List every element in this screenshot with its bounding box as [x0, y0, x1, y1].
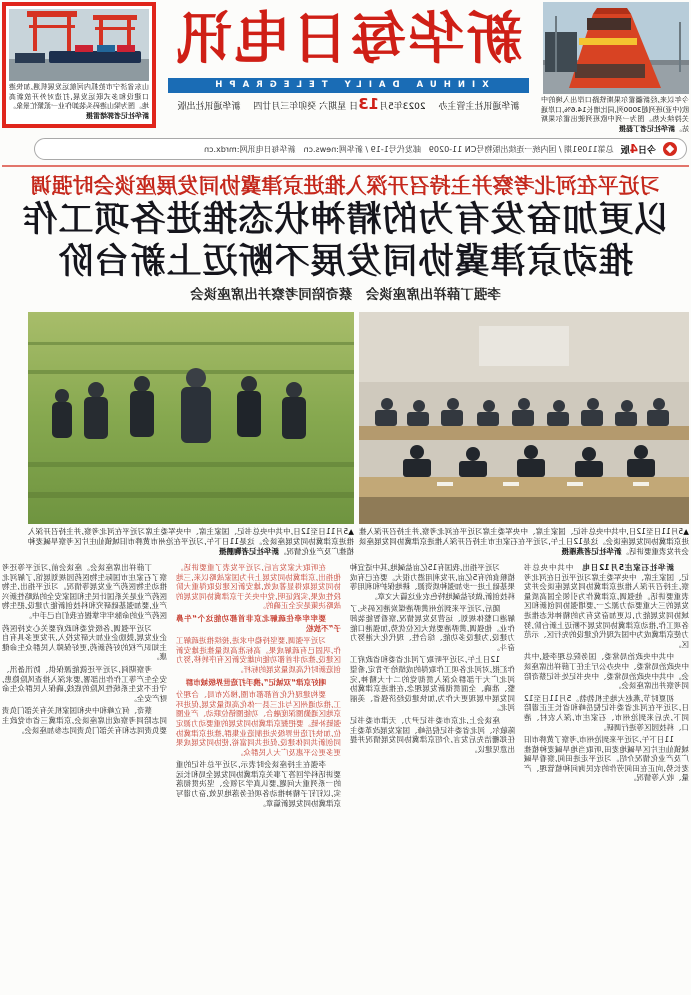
lunar-date: 癸卯年三月廿四 — [253, 102, 317, 112]
masthead-dateline: 新华通讯社主管主办 2023年5月13日 星期六 癸卯年三月廿四 新华通讯社出版 — [177, 95, 520, 113]
paragraph: 李强在主持座谈会时表示,习近平总书记的重要讲话科学回答了事关京津冀协同发展全局和长远的一系列重大问题,要认真学习领会、坚决贯彻落实,以钉钉子精神推动各项任务落地见效,奋力谱写京津冀协同发展新篇章。 — [176, 760, 341, 808]
train-photo — [543, 2, 689, 94]
wheat-field-photo — [28, 312, 354, 524]
dateline: 新华社石家庄5月12日电 — [573, 563, 674, 572]
lead-headline-block — [2, 167, 689, 307]
newspaper-title: 新华每日电讯 — [174, 6, 523, 72]
headline-deck: 李强丁薛祥出席座谈会 蔡奇陪同考察并出席座谈会 — [190, 287, 501, 303]
highlight-subhead: 要牢牢牵住疏解北京非首都功能这个“牛鼻子”不放松 — [176, 613, 341, 633]
train-photo-caption: 今年以来,经新疆霍尔果斯铁路口岸出入境的中欧(中亚)班列超3000列,同比增长14.6%,口岸通关持续火热。图为一列中欧班列驶出霍尔果斯站。新华社记者丁磊摄 — [541, 96, 689, 133]
paragraph: 蔡奇、何立峰和中央和国家机关有关部门负责同志陪同考察或出席座谈会,京津冀三省市党政主要负责同志和有关部门负责同志参加座谈会。 — [2, 706, 167, 735]
field-photo-caption: ▲5月11日至12日,中共中央总书记、国家主席、中央军委主席习近平在河北考察,并主持召开深入推进京津冀协同发展座谈会。这是11日下午,习近平在沧州市黄骅市旧城镇仙庄片区考察旱碱麦种植推广及产业化情况。新华社记者鞠鹏摄 — [28, 527, 354, 556]
paragraph: 习近平强调,各级党委和政府要关心支持医药企业发展,鼓励企业加大研发投入,开发更多具有自主知识产权的好药新药,更好保障人民群众生命健康。 — [2, 623, 167, 662]
headline-kicker: 习近平在河北考察并主持召开深入推进京津冀协同发展座谈会时强调 — [30, 174, 661, 198]
paragraph: 丁薛祥出席座谈会。座谈会前,习近平等还考察了石家庄市国际生物医药园规划展馆,了解河北推动生物医药产业发展等情况。习近平指出,生物医药产业是关系国计民生和国家安全的战略性新兴产业,要加强基础研究和科技创新能力建设,把生物医药产业的命脉牢牢掌握在我们自己手中。 — [2, 563, 167, 620]
day-number: 13 — [358, 95, 380, 113]
paragraph: 11日下午,习近平来到沧州市,考察了黄骅市旧城镇仙庄片区旱碱地麦田,听取当地旱碱麦种植推广及产业化情况介绍。习近平走进田间,察看旱碱麦长势,向正在田间劳作的农民询问种植管理、产量、收入等情况。 — [524, 735, 689, 783]
highlight-paragraph: 习近平强调,要坚持稳中求进,接续推进疏解工作,巩固已有疏解成果。高标准高质量推进雄安新区建设,推动非首都功能向雄安新区有序转移,努力创造新时代高质量发展的标杆。 — [176, 636, 341, 674]
paragraph: 初夏时节,燕赵大地生机勃勃。5月11日至12日,习近平在河北省委书记倪岳峰和省长王正谱陪同下,先后来到沧州市、石家庄市,深入农村、港口、科技园区等进行调研。 — [524, 693, 689, 732]
article-body — [2, 563, 689, 995]
publisher: 新华通讯社出版 — [177, 102, 241, 112]
highlight-subhead: 唱好京津“双城记”,携手打造世界级城市群 — [185, 677, 326, 687]
headline-line-1: 以更加奋发有为的精神状态推进各项工作 — [21, 199, 670, 240]
english-title-band: XINHUA DAILY TELEGRAPH — [168, 78, 529, 93]
masthead — [162, 2, 535, 116]
symposium-meeting-photo — [359, 312, 689, 524]
paragraph: 座谈会上,北京市委书记尹力、天津市委书记陈敏尔、河北省委书记倪岳峰、国家发展改革委主任郑栅洁先后发言,介绍京津冀协同发展情况并提出意见建议。 — [350, 715, 515, 754]
ear-port-photo-block — [2, 2, 156, 128]
article-column-2 — [350, 563, 515, 995]
highlight-paragraph: 在听取大家发言后,习近平发表了重要讲话。他指出,京津冀协同发展上升为国家战略以来,三地协同发展取得显著成效,雄安新区建设取得重大阶段性成果,实践证明,党中央关于京津冀协同发展的战略决策是完全正确的。 — [176, 563, 341, 611]
port-photo-caption: 山东省济宁市抢抓内河航运发展机遇,加快港口建设和多式联运发展,打造对外开放新高地。图为梁山港码头装卸作业一派繁忙景象。新华社记者郭绪雷摄 — [9, 83, 149, 120]
date: 2023年5月 — [379, 102, 426, 112]
meeting-photo-figure — [359, 312, 689, 557]
port-photo — [9, 9, 149, 81]
paragraph: 考察期间,习近平还就能源保供、防汛备汛、安全生产等工作作出部署,要求深入排查风险隐患,守住不发生系统性风险的底线,确保人民群众生命财产安全。 — [2, 664, 167, 703]
article-column-4 — [2, 563, 167, 995]
paragraph: 12日上午,习近平听取了河北省委和省政府工作汇报,对河北各项工作取得的成绩给予肯定,希望河北广大干部群众深入贯彻党的二十大精神,完整、准确、全面贯彻新发展理念,在推进京津冀协同发展中展现更大作为,加快建设经济强省、美丽河北。 — [350, 655, 515, 713]
weekday: 星期六 — [319, 102, 347, 112]
field-photo-figure — [28, 312, 354, 557]
headline-line-2: 推动京津冀协同发展不断迈上新台阶 — [57, 241, 634, 282]
article-column-3 — [176, 563, 341, 995]
meeting-photo-caption: ▲5月11日至12日,中共中央总书记、国家主席、中央军委主席习近平在河北考察,并主持召开深入推进京津冀协同发展座谈会。这是12日上午,习近平在石家庄市主持召开深入推进京津冀协同发展座谈会并发表重要讲话。新华社记者燕雁摄 — [359, 527, 689, 556]
paragraph: 习近平指出,我国有15亿亩盐碱地,其中适宜种植粮食的有5亿亩,开发利用潜力很大。要在已有成果基础上进一步加强种质资源、耕地保护和利用等科技创新,做好盐碱地特色农业这篇大文章。 — [350, 563, 515, 601]
organizer: 新华通讯社主管主办 — [438, 102, 520, 112]
highlight-paragraph: 要构建现代化首都都市圈,梯次布局、合理分工,推动通州区与北三县一体化高质量发展,促进环京地区通勤圈深度融合、功能圈错位联动、产业圈强链补链。要把握京津冀协同发展的重要动力源定位,加快打造世界级先进制造业集群,推进京津冀协同创新共同体建设,促进共同富裕,使协同发展成果更多更公平惠及广大人民群众。 — [176, 690, 341, 757]
xinhua-agency-logo-icon — [663, 142, 677, 156]
issue-info-bar — [34, 138, 687, 160]
paragraph: 随后,习近平来到沧州黄骅港煤炭港区码头,了解港口整体规划、运营及发展情况,察看智能装卸作业。他强调,黄骅港要放大区位优势,加强港口能力建设,为建设多功能、综合性、现代化大港努力奋斗。 — [350, 604, 515, 652]
masthead-row — [2, 2, 689, 134]
ear-train-photo-block — [541, 2, 689, 134]
article-lead-paragraph: 新华社石家庄5月12日电 中共中央总书记、国家主席、中央军委主席习近平近日在河北考察,主持召开深入推进京津冀协同发展座谈会并发表重要讲话。他强调,京津冀作为引领全国高质量发展的三大重要动力源之一,要增强协同创新和区域协同发展能力,以更加奋发有为的精神状态推进各项工作,推动京津冀协同发展不断迈上新台阶,努力使京津冀成为中国式现代化建设的先行区、示范区。 — [524, 563, 689, 649]
issue-line: 总第11091期 / 国内统一连续出版物号CN 11-0209 邮发代号1-19 / 新华网:news.cn 新华每日电讯网:mrdx.cn — [204, 144, 614, 154]
photo-row — [28, 312, 689, 557]
article-column-1 — [524, 563, 689, 995]
paragraph: 中共中央政治局常委、国务院总理李强,中共中央政治局常委、中央办公厅主任丁薛祥出席座谈会。中共中央政治局常委、中央书记处书记蔡奇陪同考察并出席座谈会。 — [524, 652, 689, 691]
pages-today: 今日4版 — [620, 142, 656, 156]
